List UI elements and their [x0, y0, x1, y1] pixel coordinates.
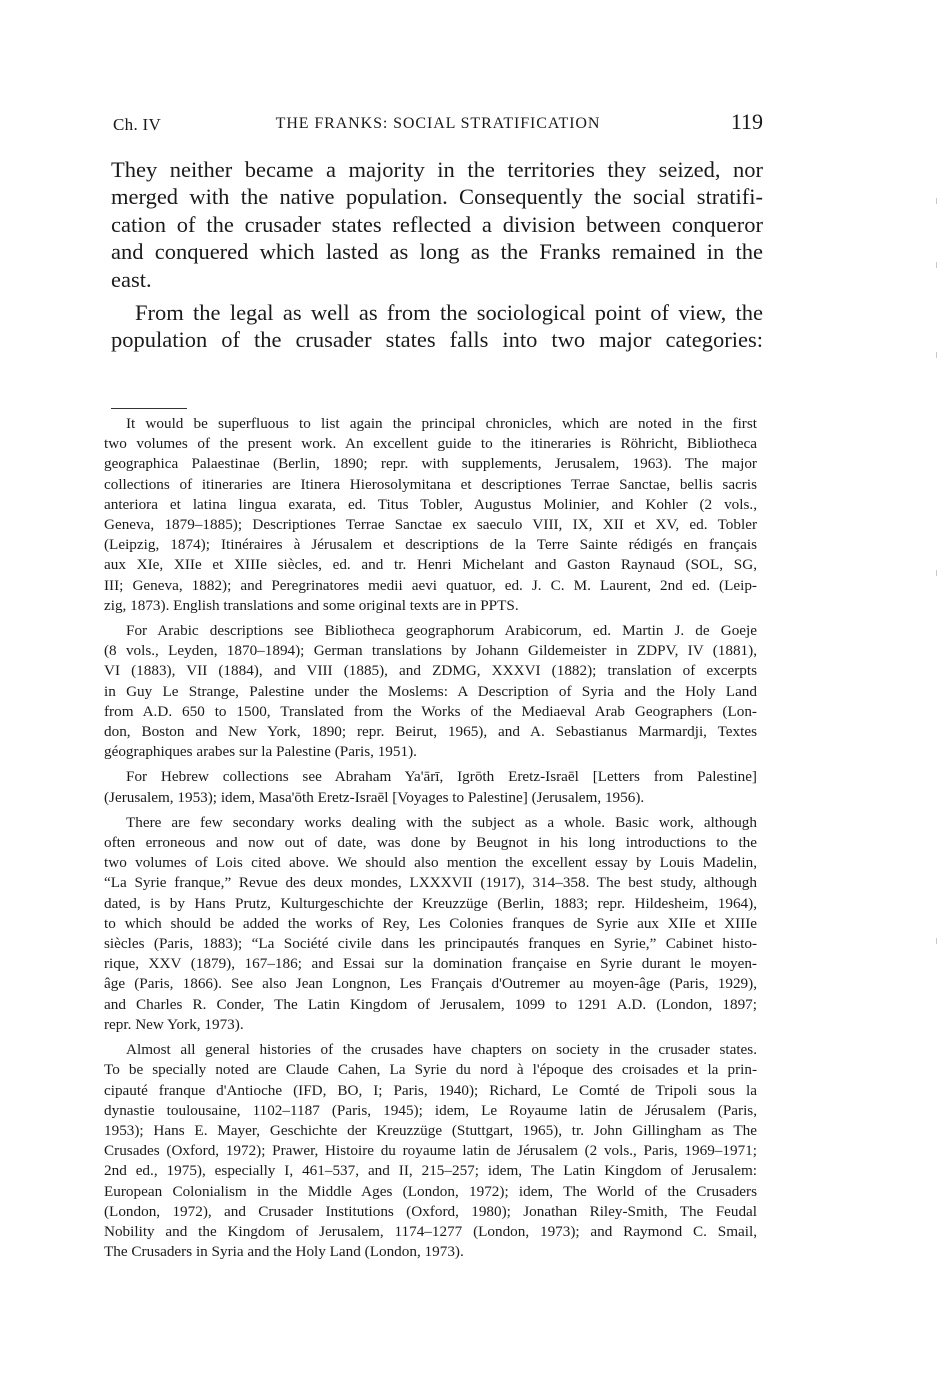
footnote-line: repr. New York, 1973). [104, 1015, 244, 1033]
footnote-line: siècles (Paris, 1883); “La Société civile dans les principautés franques en Syrie,” Cabinet histo- [104, 935, 757, 953]
footnote-line: (Leipzig, 1874); Itinéraires à Jérusalem et descriptions de la Terre Sainte rédigés en français [104, 536, 757, 554]
scan-speck [936, 198, 937, 204]
footnote-hebrew [104, 767, 757, 807]
footnote-line: to which should be added the works of Rey, Les Colonies franques de Syrie aux XIIe et XIIIe [104, 914, 757, 932]
footnote-line: two volumes of the present work. An excellent guide to the itineraries is Röhricht, Bibliotheca [104, 435, 757, 453]
footnote-line: zig, 1873). English translations and some original texts are in PPTS. [104, 596, 519, 614]
footnote-line: anteriora et latina lingua exarata, ed. Titus Tobler, Augustus Molinier, and Kohler (2 vols., [104, 495, 757, 513]
footnote-line: géographiques arabes sur la Palestine (Paris, 1951). [104, 743, 417, 761]
chapter-label: Ch. IV [113, 115, 162, 134]
scan-speck [936, 352, 937, 358]
running-head [113, 109, 763, 141]
footnote-line: Geneva, 1879–1885); Descriptiones Terrae Sanctae ex saeculo VIII, IX, XII et XV, ed. Tobler [104, 516, 757, 534]
footnote-line: aux XIe, XIIe et XIIIe siècles, ed. and tr. Henri Michelant and Gaston Raynaud (SOL, SG, [104, 556, 757, 574]
footnote-line: Almost all general histories of the crusades have chapters on society in the crusader states. [126, 1041, 757, 1059]
text-line: From the legal as well as from the sociological point of view, the [135, 300, 763, 326]
footnote-line: 1953); Hans E. Mayer, Geschichte der Kreuzzüge (Stuttgart, 1965), tr. John Gillingham as The [104, 1121, 757, 1139]
footnote-line: and Charles R. Conder, The Latin Kingdom of Jerusalem, 1099 to 1291 A.D. (London, 1897; [104, 995, 757, 1013]
running-title: THE FRANKS: SOCIAL STRATIFICATION [275, 115, 601, 132]
footnote-line: âge (Paris, 1866). See also Jean Longnon, Les Français d'Outremer au moyen-âge (Paris, 1929), [104, 975, 757, 993]
scan-speck [936, 570, 937, 576]
text-line: They neither became a majority in the territories they seized, nor [111, 157, 763, 182]
text-line: cation of the crusader states reflected a division between conqueror [111, 211, 763, 237]
footnote-line: 2nd ed., 1975), especially I, 461–537, and II, 215–257; idem, The Latin Kingdom of Jerusalem: [104, 1162, 757, 1180]
footnote-line: don, Boston and New York, 1890; repr. Beirut, 1965), and A. Sebastianus Marmardji, Textes [104, 723, 757, 741]
text-line: merged with the native population. Consequently the social stratifi- [111, 184, 763, 210]
footnote-line: There are few secondary works dealing with the subject as a whole. Basic work, although [126, 813, 757, 831]
footnote-line: two volumes of Lois cited above. We should also mention the excellent essay by Louis Madelin, [104, 854, 757, 872]
footnote-chronicles [104, 414, 757, 616]
footnote-line: III; Geneva, 1882); and Peregrinatores medii aevi quatuor, ed. J. C. M. Laurent, 2nd ed. (Leip- [104, 576, 757, 594]
footnote-line: collections of itineraries are Itinera Hierosolymitana et descriptiones Terrae Sanctae, bellis sacris [104, 475, 757, 493]
scan-speck [936, 262, 937, 268]
text-line: and conquered which lasted as long as the Franks remained in the [111, 239, 763, 265]
footnote-secondary-works [104, 813, 757, 1035]
paragraph-2 [111, 299, 763, 354]
footnote-line: VI (1883), VII (1884), and VIII (1885), and ZDMG, XXXVI (1882); translation of excerpts [104, 662, 757, 680]
footnote-line: Crusades (Oxford, 1972); Prawer, Histoire du royaume latin de Jérusalem (2 vols., Paris, 1969–1971; [104, 1142, 757, 1160]
footnote-arabic [104, 621, 757, 762]
text-line: population of the crusader states falls into two major categories: [111, 327, 763, 353]
footnote-line: (Jerusalem, 1953); idem, Masa'ōth Eretz-Israēl [Voyages to Palestine] (Jerusalem, 1956). [104, 788, 645, 806]
footnote-rule [111, 408, 187, 409]
footnotes [104, 414, 757, 1267]
footnote-line: often erroneous and now out of date, was done by Beugnot in his long introductions to the [104, 834, 757, 852]
text-line: east. [111, 266, 152, 292]
scan-margin-specks [936, 0, 944, 1380]
footnote-general-histories [104, 1040, 757, 1262]
footnote-line: (8 vols., Leyden, 1870–1894); German translations by Johann Gildemeister in ZDPV, IV (1881), [104, 642, 757, 660]
footnote-line: cipauté franque d'Antioche (IFD, BO, I; Paris, 1940); Richard, Le Comté de Tripoli sous la [104, 1081, 757, 1099]
footnote-line: rique, XXV (1879), 167–186; and Essai sur la domination française en Syrie durant le moyen- [104, 955, 757, 973]
footnote-line: The Crusaders in Syria and the Holy Land (London, 1973). [104, 1243, 464, 1261]
footnote-line: For Hebrew collections see Abraham Ya'ārī, Igrōth Eretz-Israēl [Letters from Palestine] [126, 768, 757, 786]
footnote-line: “La Syrie franque,” Revue des deux mondes, LXXXVII (1917), 314–358. The best study, although [104, 874, 757, 892]
footnote-line: dated, is by Hans Prutz, Kulturgeschichte der Kreuzzüge (Berlin, 1883; repr. Hildesheim, 1964), [104, 894, 757, 912]
footnote-line: geographica Palaestinae (Berlin, 1890; repr. with supplements, Jerusalem, 1963). The major [104, 455, 757, 473]
paragraph-1 [111, 156, 763, 293]
footnote-line: dynastie toulousaine, 1102–1187 (Paris, 1945); idem, Le Royaume latin de Jérusalem (Paris, [104, 1101, 757, 1119]
footnote-line: Nobility and the Kingdom of Jerusalem, 1174–1277 (London, 1973); and Raymond C. Smail, [104, 1222, 757, 1240]
footnote-line: European Colonialism in the Middle Ages (London, 1972); idem, The World of the Crusaders [104, 1182, 757, 1200]
footnote-line: (London, 1972), and Crusader Institutions (Oxford, 1980); Jonathan Riley-Smith, The Feudal [104, 1202, 757, 1220]
footnote-line: in Guy Le Strange, Palestine under the Moslems: A Description of Syria and the Holy Land [104, 682, 757, 700]
footnote-line: To be specially noted are Claude Cahen, La Syrie du nord à l'époque des croisades et la prin- [104, 1061, 757, 1079]
footnote-line: For Arabic descriptions see Bibliotheca geographorum Arabicorum, ed. Martin J. de Goeje [126, 622, 757, 640]
page-number: 119 [730, 109, 763, 134]
footnote-line: from A.D. 650 to 1500, Translated from the Works of the Mediaeval Arab Geographers (Lon- [104, 702, 757, 720]
footnote-line: It would be superfluous to list again the principal chronicles, which are noted in the first [126, 415, 757, 432]
scan-speck [936, 938, 937, 944]
main-text [111, 156, 763, 354]
